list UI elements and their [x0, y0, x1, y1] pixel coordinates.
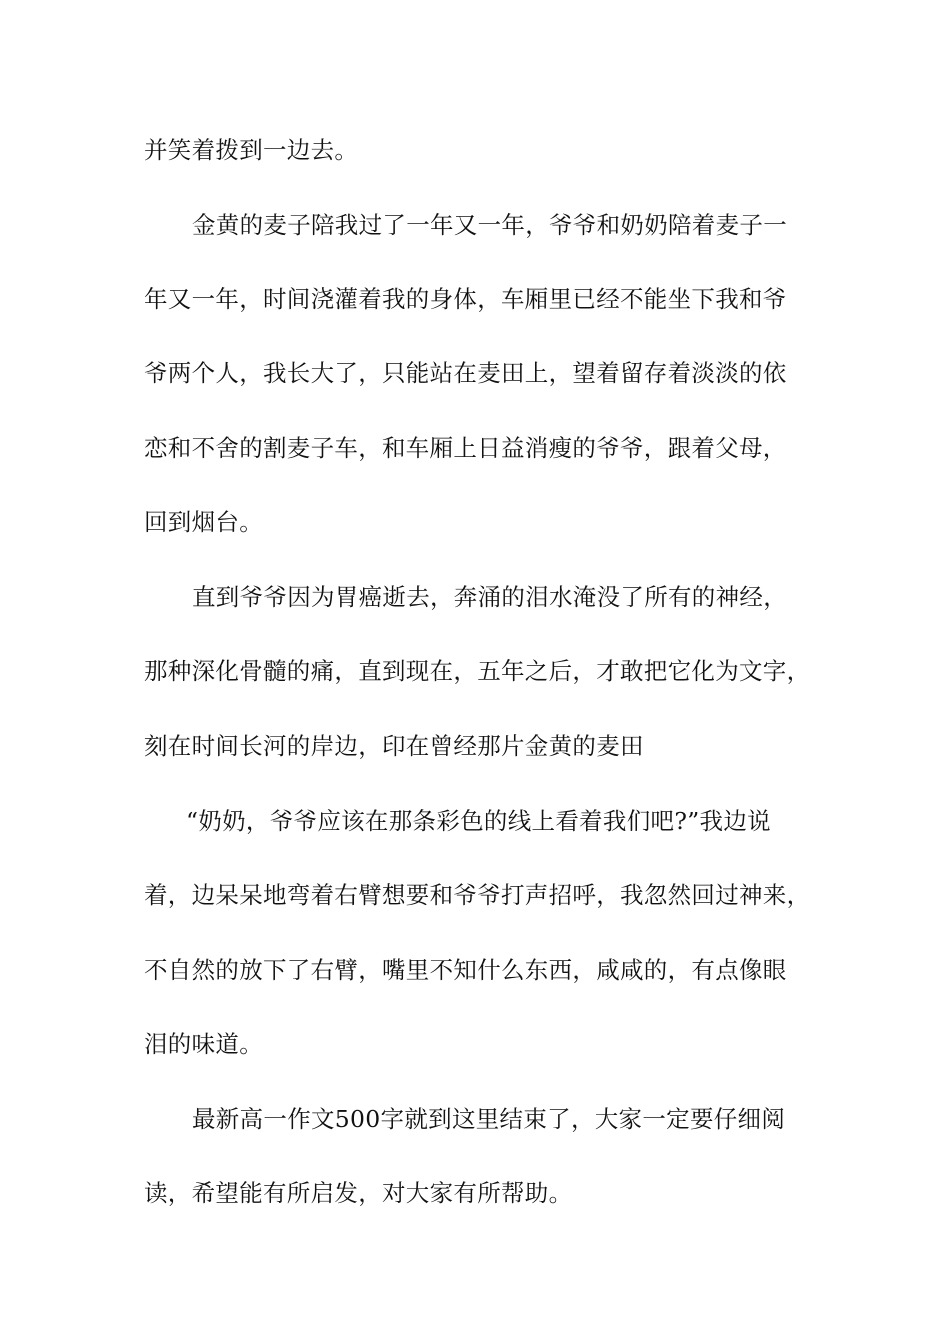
text-line: 读，希望能有所启发，对大家有所帮助。	[144, 1179, 573, 1207]
text-line: 刻在时间长河的岸边，印在曾经那片金黄的麦田	[144, 732, 644, 760]
paragraph-first-line: 金黄的麦子陪我过了一年又一年，爷爷和奶奶陪着麦子一	[192, 211, 787, 239]
text-line: 着，边呆呆地弯着右臂想要和爷爷打声招呼，我忽然回过神来，	[144, 881, 811, 909]
text-line: 那种深化骨髓的痛，直到现在，五年之后，才敢把它化为文字，	[144, 657, 811, 685]
paragraph-first-line: “奶奶，爷爷应该在那条彩色的线上看着我们吧?”我边说	[186, 807, 771, 835]
text-line: 爷两个人，我长大了，只能站在麦田上，望着留存着淡淡的依	[144, 359, 787, 387]
text-line: 年又一年，时间浇灌着我的身体，车厢里已经不能坐下我和爷	[144, 285, 787, 313]
text-line: 不自然的放下了右臂，嘴里不知什么东西，咸咸的，有点像眼	[144, 956, 787, 984]
text-line: 恋和不舍的割麦子车，和车厢上日益消瘦的爷爷，跟着父母，	[144, 434, 787, 462]
text-line: 并笑着拨到一边去。	[144, 136, 359, 164]
text-line: 回到烟台。	[144, 508, 263, 536]
paragraph-first-line: 直到爷爷因为胃癌逝去，奔涌的泪水淹没了所有的神经，	[192, 583, 787, 611]
paragraph-first-line: 最新高一作文500字就到这里结束了，大家一定要仔细阅	[192, 1105, 786, 1133]
text-line: 泪的味道。	[144, 1030, 263, 1058]
